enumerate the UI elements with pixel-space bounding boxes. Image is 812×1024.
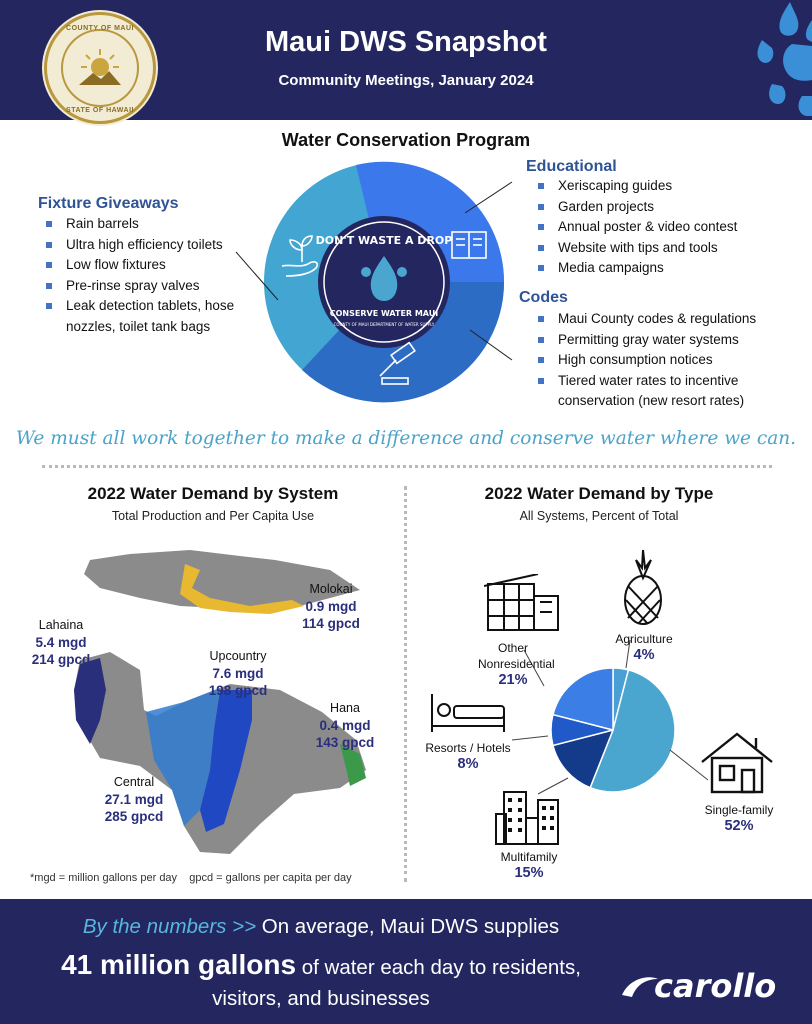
list-item: Website with tips and tools	[530, 238, 790, 259]
type-section-title: 2022 Water Demand by Type	[484, 484, 714, 503]
house-icon	[700, 730, 774, 794]
list-item: Permitting gray water systems	[530, 330, 790, 351]
type-section-subtitle: All Systems, Percent of Total	[519, 509, 679, 523]
footer-lead: By the numbers >>	[82, 915, 257, 938]
lahaina-label: Lahaina 5.4 mgd 214 gpcd	[31, 618, 91, 667]
codes-title: Codes	[519, 289, 568, 306]
agriculture-label: Agriculture 4%	[615, 632, 673, 663]
motto-text: We must all work together to make a difference and conserve water where we can.	[15, 428, 797, 449]
footer-line-2	[0, 949, 642, 981]
codes-list	[530, 309, 790, 412]
vertical-dotted-divider	[404, 486, 407, 882]
system-section-title: 2022 Water Demand by System	[87, 484, 339, 503]
list-item: Media campaigns	[530, 258, 790, 279]
bed-icon	[428, 690, 508, 734]
educational-list	[530, 176, 790, 279]
seal-top-text: COUNTY OF MAUI	[66, 25, 134, 32]
badge-text-middle: CONSERVE WATER MAUI	[329, 309, 439, 318]
units-footnote: *mgd = million gallons per day gpcd = gallons per capita per day	[30, 872, 352, 884]
single-family-label: Single-family 52%	[704, 803, 774, 834]
apartment-buildings-icon	[494, 790, 562, 846]
badge-text-top: DON'T WASTE A DROP	[315, 234, 453, 247]
carollo-logo: carollo	[620, 967, 802, 1007]
footer-big-number: 41 million gallons	[61, 949, 297, 980]
dotted-divider	[42, 465, 772, 468]
fixture-list	[38, 214, 260, 337]
footer-line-1	[0, 915, 642, 939]
resorts-label: Resorts / Hotels 8%	[425, 741, 511, 772]
list-item: Low flow fixtures	[38, 255, 260, 276]
page-title: Maui DWS Snapshot	[265, 26, 547, 58]
office-building-icon	[484, 574, 564, 636]
list-item: High consumption notices	[530, 350, 790, 371]
program-title: Water Conservation Program	[281, 130, 531, 150]
hana-label: Hana 0.4 mgd 143 gpcd	[315, 701, 375, 750]
footer-banner	[0, 899, 812, 1024]
list-item: Maui County codes & regulations	[530, 309, 790, 330]
page-subtitle: Community Meetings, January 2024	[278, 72, 534, 89]
list-item: Xeriscaping guides	[530, 176, 790, 197]
list-item: Ultra high efficiency toilets	[38, 235, 260, 256]
system-section-subtitle: Total Production and Per Capita Use	[111, 509, 315, 523]
seal-bottom-text: STATE OF HAWAII	[66, 107, 134, 114]
central-label: Central 27.1 mgd 285 gpcd	[104, 775, 164, 824]
list-item: Leak detection tablets, hose nozzles, toilet tank bags	[38, 296, 260, 337]
list-item: Tiered water rates to incentive conservation (new resort rates)	[530, 371, 790, 412]
list-item: Annual poster & video contest	[530, 217, 790, 238]
multifamily-label: Multifamily 15%	[500, 850, 558, 881]
badge-text-bottom: COUNTY OF MAUI DEPARTMENT OF WATER SUPPLY	[333, 322, 435, 327]
fixture-title: Fixture Giveaways	[38, 195, 179, 212]
list-item: Rain barrels	[38, 214, 260, 235]
footer-line-3: visitors, and businesses	[212, 987, 430, 1010]
list-item: Garden projects	[530, 197, 790, 218]
pineapple-icon	[618, 548, 668, 628]
other-nonres-label: Other Nonresidential 21%	[478, 641, 555, 688]
educational-title: Educational	[526, 158, 617, 175]
footer-line1-text: On average, Maui DWS supplies	[261, 915, 560, 938]
list-item: Pre-rinse spray valves	[38, 276, 260, 297]
footer-line2-text: of water each day to residents,	[301, 956, 581, 979]
upcountry-label: Upcountry 7.6 mgd 198 gpcd	[208, 649, 268, 698]
molokai-label: Molokai 0.9 mgd 114 gpcd	[302, 582, 360, 631]
